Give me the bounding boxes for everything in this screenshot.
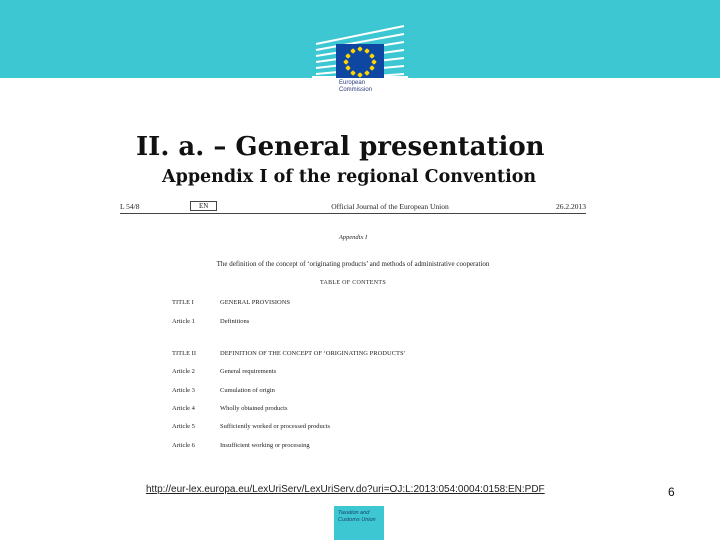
toc-row: TITLE II DEFINITION OF THE CONCEPT OF ‘ORIGINATING PRODUCTS’ [172, 350, 406, 357]
european-commission-logo [312, 14, 408, 104]
toc-row: Article 4 Wholly obtained products [172, 405, 288, 412]
source-link[interactable]: http://eur-lex.europa.eu/LexUriServ/LexUriServ.do?uri=OJ:L:2013:054:0004:0158:EN:PDF [146, 484, 545, 495]
journal-ref: L 54/8 [120, 202, 140, 211]
journal-date: 26.2.2013 [556, 202, 586, 211]
toc-row: TITLE I GENERAL PROVISIONS [172, 299, 290, 306]
toc-row: Article 6 Insufficient working or processing [172, 442, 310, 449]
toc-row: Article 5 Sufficiently worked or processed products [172, 423, 330, 430]
stamp-text: Taxation and Customs Union [338, 510, 376, 523]
eu-flag-icon [336, 44, 384, 78]
header-divider [120, 213, 586, 214]
document-excerpt [120, 196, 590, 456]
toc-row: Article 2 General requirements [172, 368, 277, 375]
toc-row: Article 1 Definitions [172, 318, 250, 325]
appendix-heading: The definition of the concept of ‘originating products’ and methods of administrative cooperation [216, 260, 490, 268]
toc-row: Article 3 Cumulation of origin [172, 387, 275, 394]
logo-text: European Commission [339, 80, 373, 93]
slide-subtitle: Appendix I of the regional Convention [162, 167, 537, 187]
page-number: 6 [668, 485, 675, 499]
journal-title: Official Journal of the European Union [331, 202, 449, 211]
taxation-customs-logo [334, 506, 384, 540]
language-badge: EN [190, 201, 217, 211]
slide-title: II. a. – General presentation [136, 132, 545, 162]
toc-heading: TABLE OF CONTENTS [320, 280, 386, 286]
appendix-label: Appendix I [338, 234, 368, 241]
